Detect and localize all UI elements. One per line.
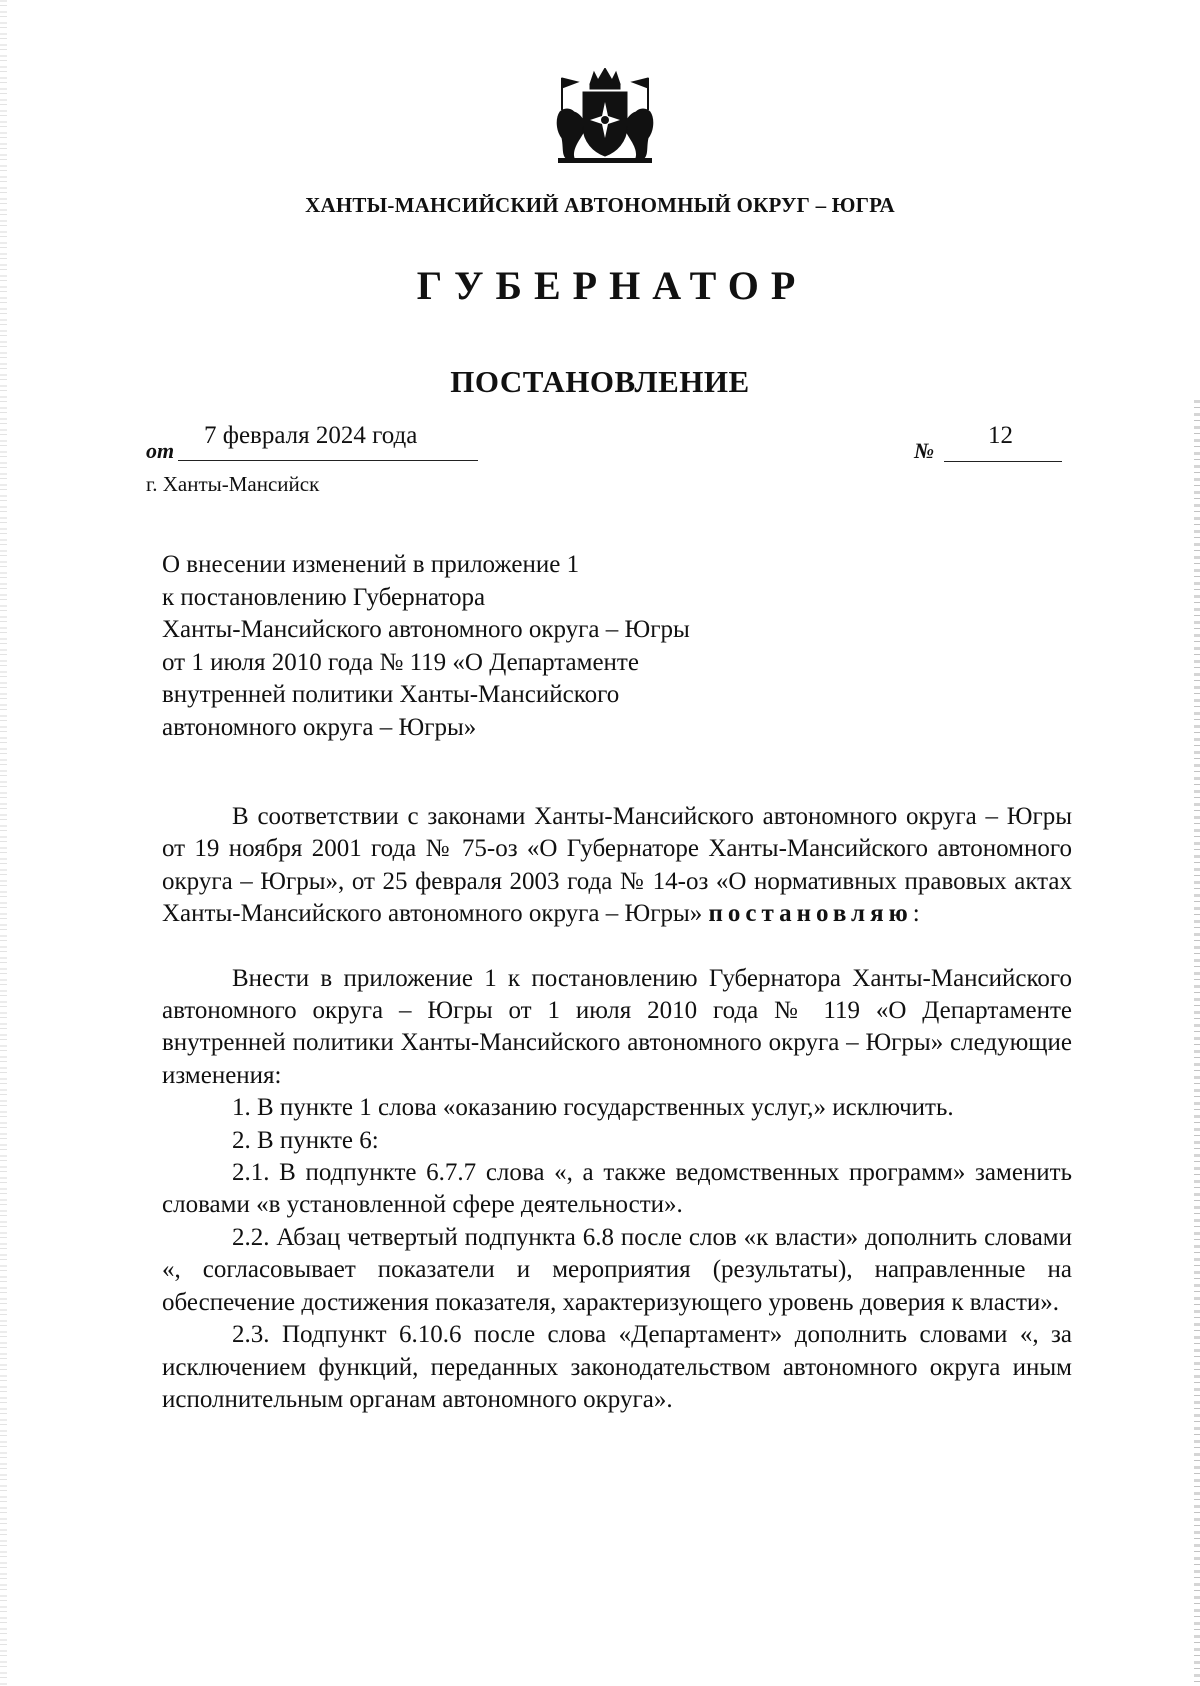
document-date: 7 февраля 2024 года — [204, 422, 418, 449]
item-paragraph: 1. В пункте 1 слова «оказанию государственных услуг,» исключить. — [232, 1094, 954, 1122]
subject-line: О внесении изменений в приложение 1 — [162, 551, 580, 578]
resolve-colon: : — [912, 900, 920, 928]
preamble-paragraph — [162, 801, 1072, 931]
item-paragraph: 2.2. Абзац четвертый подпункта 6.8 после слов «к власти» дополнить словами «, согласовывает показатели и мероприятия (результаты), направленные на обеспечение достижения показателя, характеризующего уровень доверия к власти». — [162, 1223, 1072, 1316]
scan-edge-left — [0, 0, 7, 1686]
document-body — [162, 801, 1072, 1416]
document-type-title: ПОСТАНОВЛЕНИЕ — [450, 364, 750, 399]
item-paragraph: 2.3. Подпункт 6.10.6 после слова «Департамент» дополнить словами «, за исключением функций, переданных законодательством автономного округа иным исполнительным органам автономного округа». — [162, 1321, 1072, 1413]
subject-line: от 1 июля 2010 года № 119 «О Департаменте — [162, 648, 639, 676]
item-paragraph: 2. В пункте 6: — [232, 1126, 379, 1154]
preamble-text: В соответствии с законами Ханты-Мансийского автономного округа – Югры от 19 ноября 2001 года № 75-оз «О Губернаторе Ханты-Мансийского автономного округа – Югры», от 25 февраля 2003 года № 14-оз «О нормативных правовых актах Ханты-Мансийского автономного округа – Югры» — [162, 803, 1072, 928]
subject-line: автономного округа – Югры» — [162, 713, 477, 741]
number-label: № — [914, 438, 935, 463]
date-underline — [178, 460, 478, 461]
region-title: ХАНТЫ-МАНСИЙСКИЙ АВТОНОМНЫЙ ОКРУГ – ЮГРА — [305, 193, 895, 217]
date-label: от — [146, 438, 175, 463]
city-of-issue: г. Ханты-Мансийск — [146, 472, 320, 496]
number-underline — [944, 461, 1062, 462]
item-paragraph: 2.1. В подпункте 6.7.7 слова «, а также ведомственных программ» заменить словами «в установленной сфере деятельности». — [162, 1159, 1072, 1219]
subject-line: к постановлению Губернатора — [162, 583, 486, 611]
document-subject — [162, 549, 802, 744]
subject-line: Ханты-Мансийского автономного округа – Югры — [162, 616, 690, 643]
authority-title: ГУБЕРНАТОР — [416, 263, 808, 308]
subject-line: внутренней политики Ханты-Мансийского — [162, 681, 620, 708]
intro-paragraph: Внести в приложение 1 к постановлению Губернатора Ханты-Мансийского автономного округа – Югры от 1 июля 2010 года № 119 «О Департаменте внутренней политики Ханты-Мансийского автономного округа – Югры» следующие изменения: — [162, 964, 1072, 1089]
document-number: 12 — [988, 422, 1013, 449]
resolve-word: постановляю — [708, 900, 913, 928]
coat-of-arms-emblem — [550, 68, 660, 168]
scan-edge-right — [1194, 400, 1200, 1686]
